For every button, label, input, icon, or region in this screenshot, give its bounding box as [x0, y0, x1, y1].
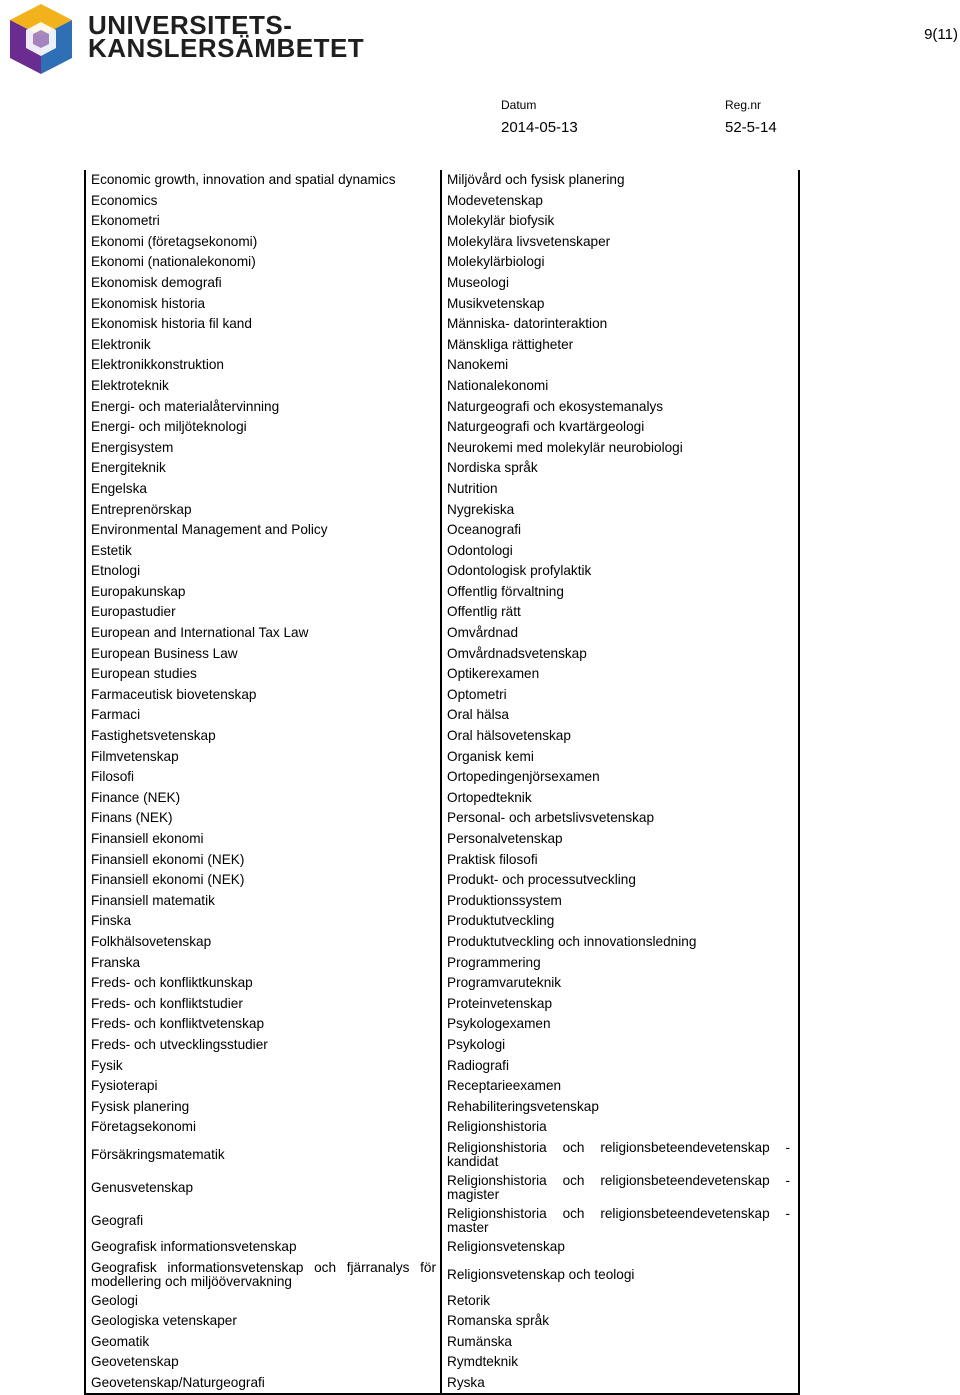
left-list-item: Europastudier [91, 604, 176, 620]
right-list-item: Religionsvetenskap och teologi [447, 1266, 635, 1282]
left-list-item: Fysik [91, 1057, 123, 1073]
org-name-line-1: UNIVERSITETS- [88, 10, 293, 40]
right-list-item: Oceanografi [447, 522, 522, 538]
left-list-item: European studies [91, 666, 197, 682]
left-list-item: Ekonomi (nationalekonomi) [91, 254, 256, 270]
right-list-item: Religionshistoria och religionsbeteendevetenskap - magister [447, 1172, 790, 1202]
left-list-item: Finans (NEK) [91, 810, 173, 826]
left-list-item: Finansiell ekonomi (NEK) [91, 872, 245, 888]
left-list-item: European and International Tax Law [91, 625, 309, 641]
right-list-item: Produktionssystem [447, 892, 562, 908]
right-list-item: Optikerexamen [447, 666, 540, 682]
right-list-item: Personal- och arbetslivsvetenskap [447, 810, 655, 826]
reg-label: Reg.nr [725, 98, 762, 112]
left-list-item: Geologiska vetenskaper [91, 1313, 237, 1329]
left-list-item: Finance (NEK) [91, 789, 181, 805]
left-list-item: Företagsekonomi [91, 1119, 197, 1135]
right-list-item: Romanska språk [447, 1313, 549, 1329]
right-list-item: Odontologi [447, 542, 513, 558]
left-list-item: Farmaci [91, 707, 141, 723]
left-list-item: Folkhälsovetenskap [91, 933, 212, 949]
left-list-item: Geovetenskap/Naturgeografi [91, 1374, 265, 1390]
right-list-item: Omvårdnad [447, 625, 519, 641]
left-list-item: Economics [91, 192, 158, 208]
left-list-item: Freds- och konfliktkunskap [91, 975, 253, 991]
left-list-item: Finansiell matematik [91, 892, 215, 908]
left-list-item: Estetik [91, 542, 132, 558]
right-list-item: Praktisk filosofi [447, 851, 538, 867]
right-list-item: Produkt- och processutveckling [447, 872, 636, 888]
page-number: 9(11) [924, 26, 958, 43]
right-list-item: Receptarieexamen [447, 1078, 562, 1094]
right-list-item: Radiografi [447, 1057, 509, 1073]
reg-value: 52-5-14 [725, 119, 777, 136]
right-list-item: Nutrition [447, 480, 498, 496]
right-list-item: Omvårdnadsvetenskap [447, 645, 587, 661]
left-list-item: Fysioterapi [91, 1078, 158, 1094]
left-list-item: Etnologi [91, 563, 141, 579]
right-list-item: Religionshistoria och religionsbeteendevetenskap - kandidat [447, 1139, 790, 1169]
right-list-item: Ortopedingenjörsexamen [447, 769, 600, 785]
right-list-item: Rumänska [447, 1333, 512, 1349]
left-list-item: Filmvetenskap [91, 748, 179, 764]
right-column [440, 170, 794, 1393]
date-label: Datum [501, 98, 537, 112]
right-list-item: Produktutveckling och innovationsledning [447, 933, 697, 949]
left-list-item: Geografisk informationsvetenskap [91, 1238, 297, 1254]
left-list-item: Finansiell ekonomi (NEK) [91, 851, 245, 867]
right-list-item: Psykologi [447, 1036, 506, 1052]
left-list-item: Ekonomisk demografi [91, 274, 222, 290]
left-list-item: Energi- och miljöteknologi [91, 419, 247, 435]
right-list-item: Oral hälsovetenskap [447, 728, 571, 744]
right-list-item: Ryska [447, 1374, 485, 1390]
left-list-item: Geografi [91, 1212, 144, 1228]
right-list-item: Musikvetenskap [447, 295, 545, 311]
left-list-item: Freds- och utvecklingsstudier [91, 1036, 268, 1052]
right-list-item: Oral hälsa [447, 707, 509, 723]
right-list-item: Religionshistoria [447, 1119, 547, 1135]
left-list-item: Ekonometri [91, 213, 160, 229]
right-list-item: Modevetenskap [447, 192, 543, 208]
left-list-item: Geovetenskap [91, 1354, 179, 1370]
left-list-item: Geomatik [91, 1333, 150, 1349]
left-list-item: European Business Law [91, 645, 238, 661]
right-list-item: Molekylärbiologi [447, 254, 545, 270]
right-list-item: Personalvetenskap [447, 831, 563, 846]
right-list-item: Molekylär biofysik [447, 213, 555, 229]
left-list-item: Elektronik [91, 336, 151, 352]
right-list-item: Rymdteknik [447, 1354, 519, 1370]
left-list-item: Försäkringsmatematik [91, 1146, 225, 1162]
left-list-item: Freds- och konfliktstudier [91, 995, 243, 1011]
right-list-item: Neurokemi med molekylär neurobiologi [447, 439, 683, 455]
left-list-item: Ekonomisk historia fil kand [91, 316, 252, 332]
right-list-item: Religionsvetenskap [447, 1238, 565, 1254]
left-list-item: Entreprenörskap [91, 501, 192, 517]
organization-name [88, 10, 365, 63]
right-list-item: Naturgeografi och ekosystemanalys [447, 398, 664, 414]
left-list-item: Engelska [91, 480, 147, 496]
left-list-item: Filosofi [91, 769, 135, 785]
date-value: 2014-05-13 [501, 119, 578, 136]
right-list-item: Produktutveckling [447, 913, 555, 929]
right-list-item: Museologi [447, 274, 509, 290]
right-list-item: Mänskliga rättigheter [447, 336, 574, 352]
right-list-item: Ortopedteknik [447, 789, 532, 805]
left-list-item: Franska [91, 954, 141, 970]
left-list-item: Genusvetenskap [91, 1179, 194, 1195]
right-list-item: Nordiska språk [447, 460, 538, 476]
left-list-item: Finansiell ekonomi [91, 831, 204, 846]
right-list-item: Programvaruteknik [447, 975, 562, 991]
left-list-item: Energi- och materialåtervinning [91, 398, 280, 414]
left-list-item: Fysisk planering [91, 1098, 190, 1114]
right-list-item: Molekylära livsvetenskaper [447, 233, 611, 249]
left-list-item: Environmental Management and Policy [91, 522, 328, 538]
right-list-item: Miljövård och fysisk planering [447, 172, 625, 187]
right-list-item: Offentlig förvaltning [447, 583, 564, 599]
left-list-item: Finska [91, 913, 132, 929]
right-list-item: Religionshistoria och religionsbeteendevetenskap - master [447, 1205, 790, 1235]
left-list-item: Ekonomisk historia [91, 295, 206, 311]
right-list-item: Optometri [447, 686, 507, 702]
right-list-item: Offentlig rätt [447, 604, 521, 620]
left-list-item: Energiteknik [91, 460, 166, 476]
right-list-item: Programmering [447, 954, 541, 970]
right-list-item: Proteinvetenskap [447, 995, 553, 1011]
right-list-item: Retorik [447, 1292, 491, 1308]
left-list-item: Elektroteknik [91, 377, 169, 393]
org-name-line-2: KANSLERSÄMBETET [88, 33, 365, 63]
left-list-item: Europakunskap [91, 583, 186, 599]
left-list-item: Geologi [91, 1292, 138, 1308]
left-list-item: Energisystem [91, 439, 174, 455]
left-column [86, 170, 440, 1393]
right-list-item: Nanokemi [447, 357, 509, 373]
right-list-item: Psykologexamen [447, 1016, 551, 1032]
right-list-item: Odontologisk profylaktik [447, 563, 592, 579]
left-list-item: Ekonomi (företagsekonomi) [91, 233, 258, 249]
left-list-item: Geografisk informationsvetenskap och fjärranalys för modellering och miljöövervakning [91, 1259, 436, 1289]
left-list-item: Economic growth, innovation and spatial dynamics [91, 172, 396, 187]
left-list-item: Freds- och konfliktvetenskap [91, 1016, 265, 1032]
right-list-item: Människa- datorinteraktion [447, 316, 608, 332]
left-list-item: Farmaceutisk biovetenskap [91, 686, 257, 702]
right-list-item: Organisk kemi [447, 748, 534, 764]
left-list-item: Elektronikkonstruktion [91, 357, 224, 373]
right-list-item: Nygrekiska [447, 501, 515, 517]
subject-table [84, 170, 800, 1395]
left-list-item: Fastighetsvetenskap [91, 728, 216, 744]
right-list-item: Naturgeografi och kvartärgeologi [447, 419, 645, 435]
right-list-item: Nationalekonomi [447, 377, 549, 393]
right-list-item: Rehabiliteringsvetenskap [447, 1098, 599, 1114]
cube-logo-icon [6, 2, 76, 76]
